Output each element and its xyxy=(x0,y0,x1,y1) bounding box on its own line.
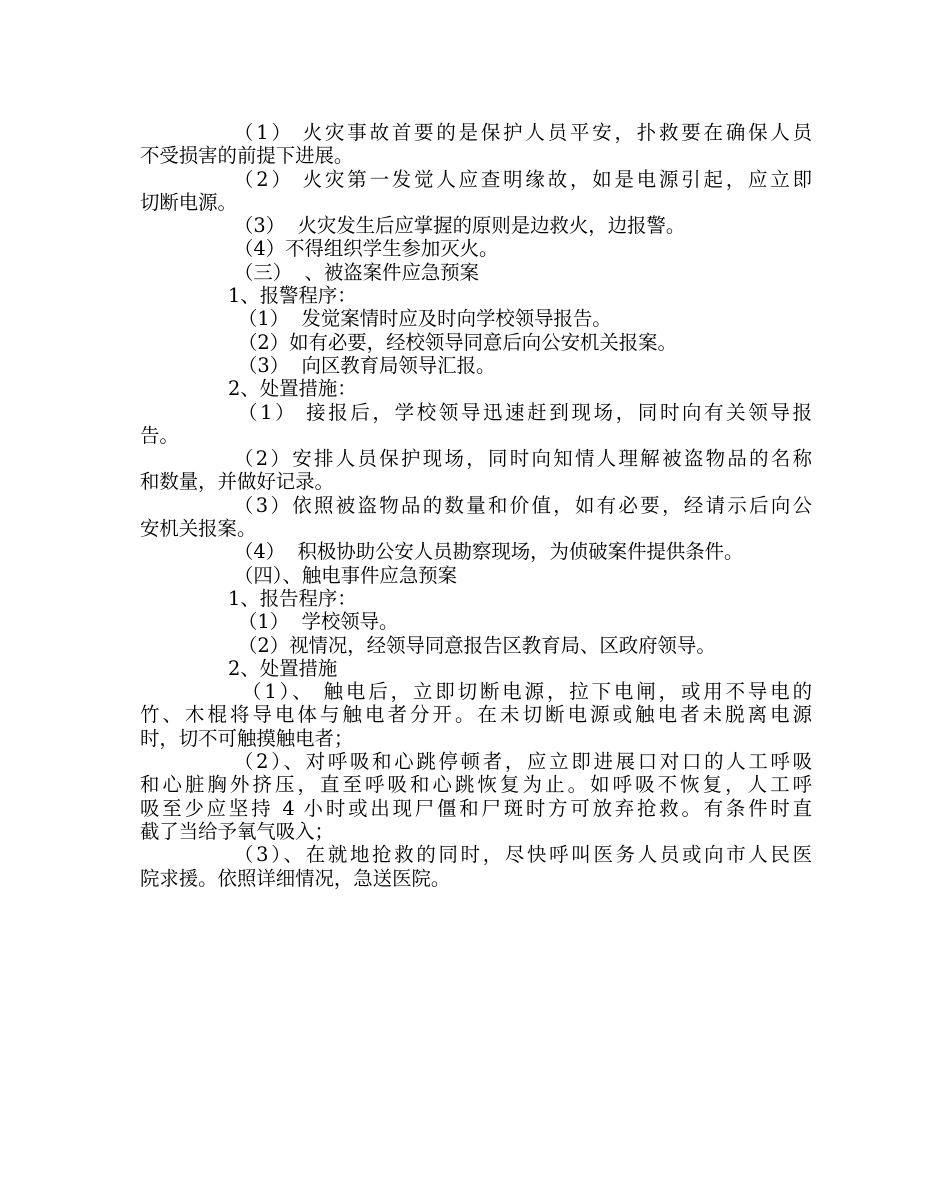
section-heading: （三） 、被盗案件应急预案 xyxy=(234,260,480,284)
paragraph-line: 吸至少应坚持 4 小时或出现尸僵和尸斑时方可放弃抢救。有条件时直 xyxy=(140,796,812,820)
paragraph-line: （3） 火灾发生后应掌握的原则是边救火，边报警。 xyxy=(234,214,686,238)
paragraph-line: 不受损害的前提下进展。 xyxy=(140,144,354,168)
paragraph-line: 切断电源。 xyxy=(140,190,237,214)
paragraph-line: （3）依照被盗物品的数量和价值，如有必要，经请示后向公 xyxy=(234,493,812,517)
paragraph-line: （4）不得组织学生参加灭火。 xyxy=(234,237,499,261)
paragraph-line: （1）、 触电后，立即切断电源，拉下电闸，或用不导电的 xyxy=(242,680,812,704)
paragraph-line: （1） 火灾事故首要的是保护人员平安，扑救要在确保人员 xyxy=(234,121,812,144)
paragraph-line: （2） 火灾第一发觉人应查明缘故，如是电源引起，应立即 xyxy=(234,167,812,191)
subsection-heading: 2、处置措施 xyxy=(228,656,338,680)
subsection-heading: 1、报警程序： xyxy=(228,284,357,308)
paragraph-line: （3）、在就地抢救的同时，尽快呼叫医务人员或向市人民医 xyxy=(234,843,812,867)
paragraph-line: （1） 接报后，学校领导迅速赶到现场，同时向有关领导报 xyxy=(238,400,812,424)
paragraph-line: （2）安排人员保护现场，同时向知情人理解被盗物品的名称 xyxy=(234,447,812,471)
subsection-heading: 1、报告程序： xyxy=(228,586,357,610)
paragraph-line: 截了当给予氧气吸入； xyxy=(140,819,334,843)
paragraph-line: （2）如有必要，经校领导同意后向公安机关报案。 xyxy=(238,330,677,354)
subsection-heading: 2、处置措施： xyxy=(228,377,357,401)
paragraph-line: （1） 发觉案情时应及时向学校领导报告。 xyxy=(238,307,612,331)
paragraph-line: 院求援。依照详细情况，急送医院。 xyxy=(140,866,451,890)
paragraph-line: （3） 向区教育局领导汇报。 xyxy=(238,353,496,377)
paragraph-line: 告。 xyxy=(140,423,179,447)
paragraph-line: 时，切不可触摸触电者； xyxy=(140,726,354,750)
paragraph-line: 安机关报案。 xyxy=(140,517,257,541)
paragraph-line: （4） 积极协助公安人员勘察现场，为侦破案件提供条件。 xyxy=(234,540,744,564)
paragraph-line: 竹、木棍将导电体与触电者分开。在未切断电源或触电者未脱离电源 xyxy=(140,703,812,727)
paragraph-line: 和数量，并做好记录。 xyxy=(140,470,334,494)
paragraph-line: 和心脏胸外挤压，直至呼吸和心跳恢复为止。如呼吸不恢复，人工呼 xyxy=(140,773,812,797)
document-body xyxy=(140,121,812,890)
paragraph-line: （2）视情况，经领导同意报告区教育局、区政府领导。 xyxy=(238,633,716,657)
section-heading: （四）、触电事件应急预案 xyxy=(234,563,457,587)
paragraph-line: （1） 学校领导。 xyxy=(238,610,399,634)
paragraph-line: （2）、对呼吸和心跳停顿者，应立即进展口对口的人工呼吸 xyxy=(234,750,812,774)
